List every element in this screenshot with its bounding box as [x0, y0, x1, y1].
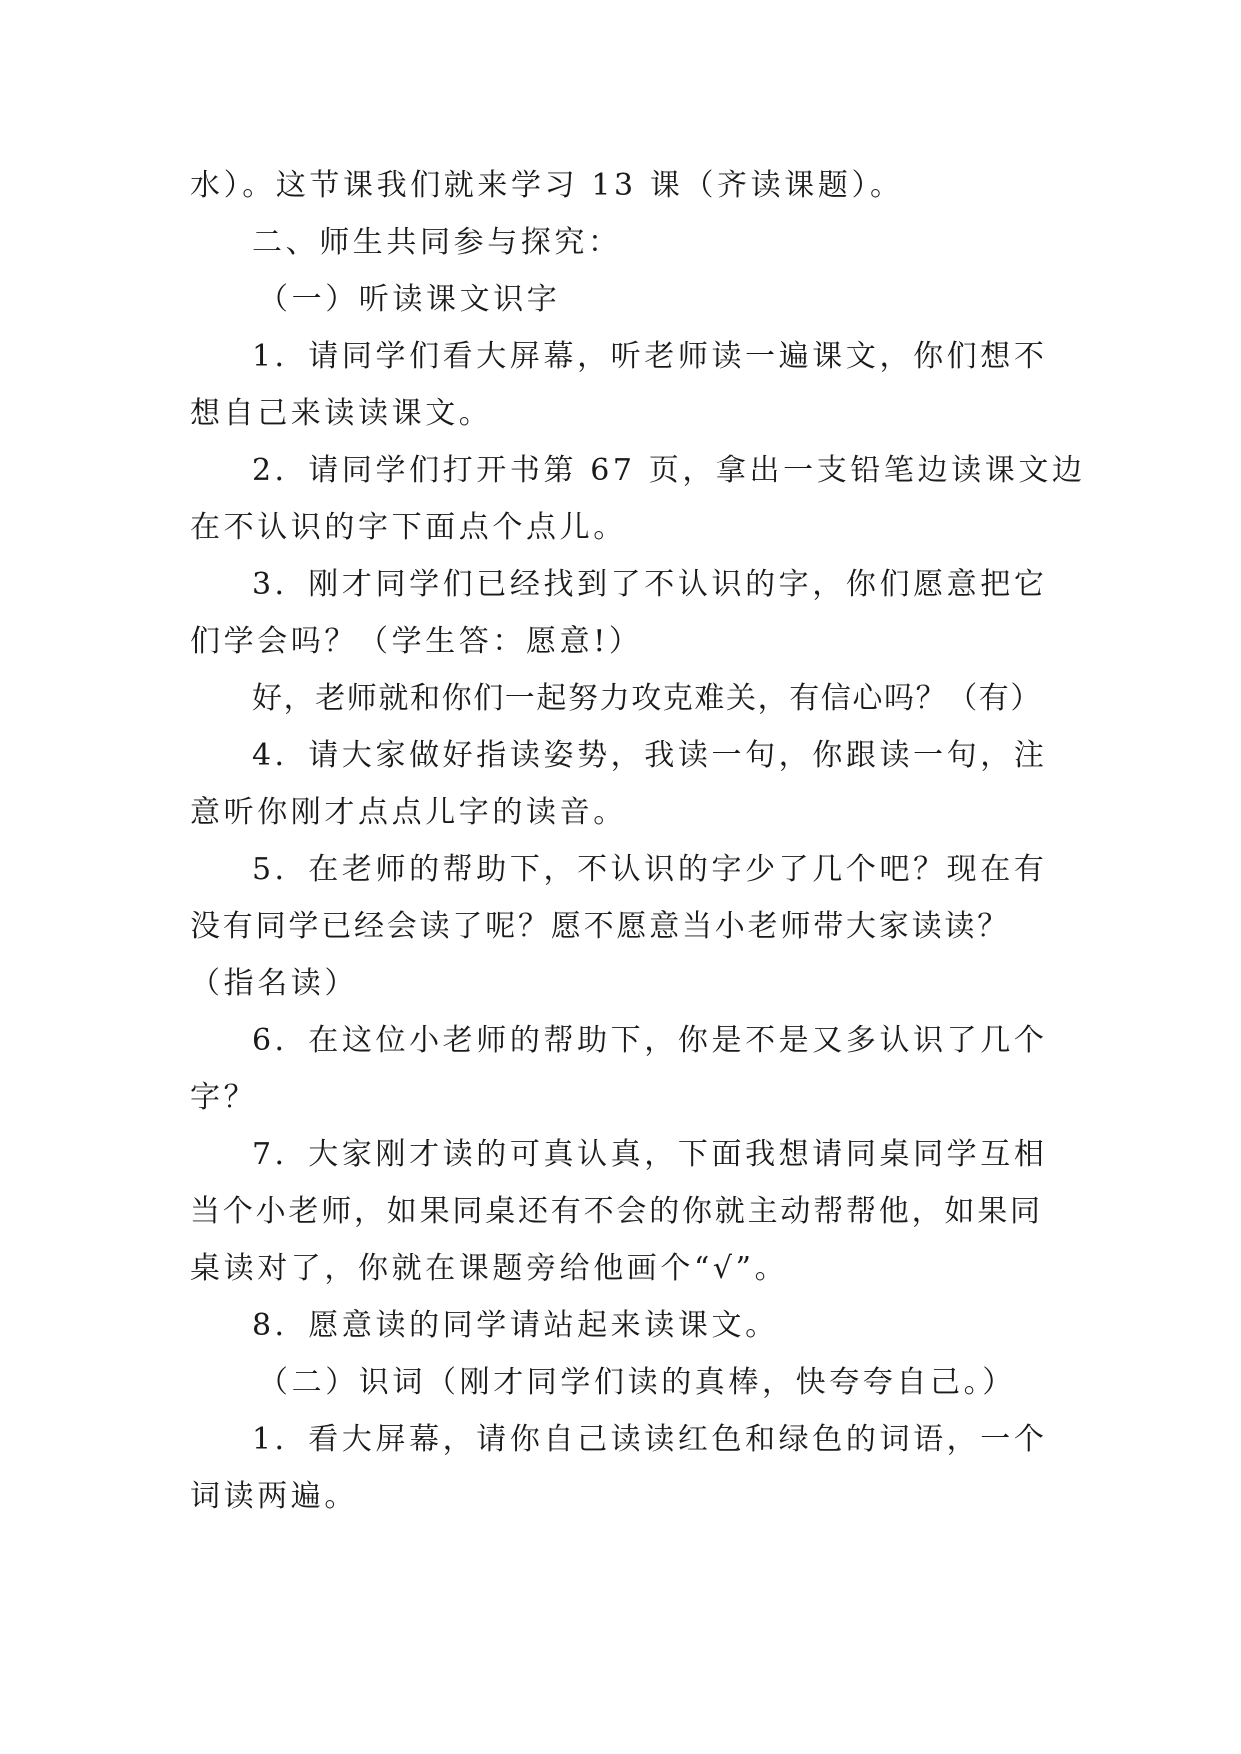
text-line: 4．请大家做好指读姿势，我读一句，你跟读一句，注: [252, 738, 1048, 773]
text-line: 想自己来读读课文。: [190, 396, 493, 431]
subsection-heading: （一）听读课文识字: [258, 282, 561, 317]
text-line: 5．在老师的帮助下，不认识的字少了几个吧？现在有: [252, 852, 1048, 887]
text-line: 水）。这节课我们就来学习 13 课（齐读课题）。: [190, 168, 904, 203]
text-line: 没有同学已经会读了呢？愿不愿意当小老师带大家读读？: [190, 909, 1010, 944]
text-line: 1．看大屏幕，请你自己读读红色和绿色的词语，一个: [252, 1422, 1048, 1457]
text-line: 2．请同学们打开书第 67 页，拿出一支铅笔边读课文边: [252, 453, 1086, 488]
text-line: 词读两遍。: [190, 1479, 358, 1514]
text-line: 字？: [190, 1080, 258, 1115]
text-line: 1．请同学们看大屏幕，听老师读一遍课文，你们想不: [252, 339, 1048, 374]
text-line: 们学会吗？（学生答：愿意!）: [190, 624, 643, 659]
text-line: 意听你刚才点点儿字的读音。: [190, 795, 627, 830]
section-heading: 二、师生共同参与探究：: [252, 225, 622, 260]
text-line: 好，老师就和你们一起努力攻克难关，有信心吗？（有）: [252, 681, 1042, 716]
text-line: 3．刚才同学们已经找到了不认识的字，你们愿意把它: [252, 567, 1048, 602]
text-line: 8．愿意读的同学请站起来读课文。: [252, 1308, 779, 1343]
text-line: 在不认识的字下面点个点儿。: [190, 510, 627, 545]
subsection-heading: （二）识词（刚才同学们读的真棒，快夸夸自己。）: [258, 1365, 1016, 1400]
text-line: 当个小老师，如果同桌还有不会的你就主动帮帮他，如果同: [190, 1194, 1043, 1229]
text-line: 7．大家刚才读的可真认真，下面我想请同桌同学互相: [252, 1137, 1048, 1172]
text-line: 桌读对了，你就在课题旁给他画个“√”。: [190, 1251, 789, 1286]
text-line: （指名读）: [190, 966, 358, 1001]
text-line: 6．在这位小老师的帮助下，你是不是又多认识了几个: [252, 1023, 1048, 1058]
